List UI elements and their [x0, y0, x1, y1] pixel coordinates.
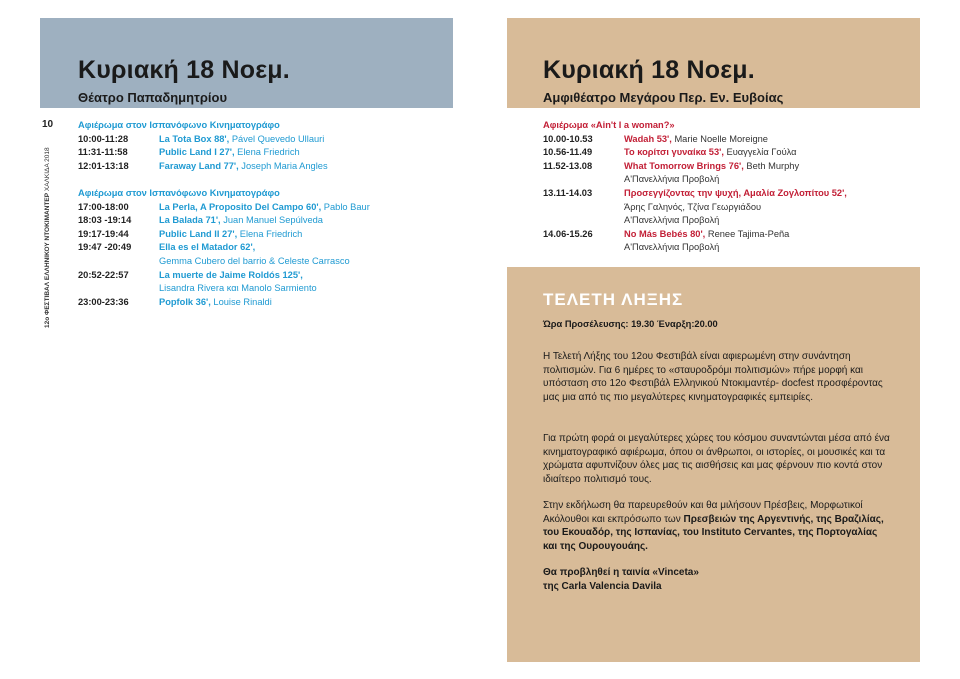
left-page-title: Κυριακή 18 Νοεμ.: [78, 56, 290, 84]
section-heading: Αφιέρωμα στον Ισπανόφωνο Κινηματογράφο: [78, 120, 280, 130]
schedule-row: 19:47 -20:49 Ella es el Matador 62',: [78, 242, 256, 253]
schedule-row: Άρης Γαληνός, Τζίνα Γεωργιάδου: [624, 201, 762, 212]
right-venue: Αμφιθέατρο Μεγάρου Περ. Εν. Ευβοίας: [543, 90, 784, 105]
schedule-row: Gemma Cubero del barrio & Celeste Carrasco: [159, 255, 350, 266]
schedule-row: 20:52-22:57 La muerte de Jaime Roldós 125',: [78, 269, 303, 280]
side-festival-text: 12ο ΦΕΣΤΙΒΑΛ ΕΛΛΗΝΙΚΟΥ ΝΤΟΚΙΜΑΝΤΕΡ ΧΑΛΚΙΔΑ 2018: [44, 147, 51, 328]
left-venue: Θέατρο Παπαδημητρίου: [78, 90, 228, 105]
schedule-row: 19:17-19:44 Public Land II 27', Elena Friedrich: [78, 228, 303, 239]
schedule-row: 18:03 -19:14 La Balada 71', Juan Manuel Sepúlveda: [78, 215, 323, 226]
left-schedule-2: [78, 187, 370, 309]
schedule-row: Α'Πανελλήνια Προβολή: [624, 215, 720, 226]
closing-paragraph-2: Για πρώτη φορά οι μεγαλύτερες χώρες του κόσμου συναντώνται μέσα από ένα κινηματογραφικό αφιέρωμα, όπου οι άνθρωποι, οι ιστορίες, οι μουσικές και τα χρώματα αφυπνίζουν όλες μας τις αισθήσεις και μας φέρνουν πιο κοντά στον ιδιαίτερο πολιτισμό τους.: [543, 433, 890, 485]
schedule-row: 12:01-13:18 Faraway Land 77', Joseph Maria Angles: [78, 160, 328, 171]
closing-time-line: Ώρα Προσέλευσης: 19.30 Έναρξη:20.00: [543, 319, 718, 329]
closing-paragraph-4: Θα προβληθεί η ταινία «Vinceta» της Carla Valencia Davila: [543, 567, 699, 592]
schedule-row: 11.52-13.08 What Tomorrow Brings 76', Beth Murphy: [543, 160, 800, 171]
schedule-row: 17:00-18:00 La Perla, A Proposito Del Campo 60', Pablo Baur: [78, 201, 370, 212]
right-page-header: [507, 18, 920, 108]
schedule-row: 23:00-23:36 Popfolk 36', Louise Rinaldi: [78, 296, 272, 307]
schedule-row: 10:00-11:28 La Tota Box 88', Pável Quevedo Ullauri: [78, 133, 325, 144]
section-heading: Αφιέρωμα «Ain't I a woman?»: [543, 120, 675, 130]
schedule-row: Α'Πανελλήνια Προβολή: [624, 174, 720, 185]
right-page-title: Κυριακή 18 Νοεμ.: [543, 56, 755, 84]
section-heading: Αφιέρωμα στον Ισπανόφωνο Κινηματογράφο: [78, 188, 280, 198]
schedule-row: Lisandra Rivera και Manolo Sarmiento: [159, 283, 317, 294]
page-number: 10: [42, 119, 54, 130]
schedule-row: 14.06-15.26 No Más Bebés 80', Renee Tajima-Peña: [543, 228, 790, 239]
schedule-row: 13.11-14.03 Προσεγγίζοντας την ψυχή, Αμαλία Ζογλοπίτου 52',: [543, 187, 847, 198]
schedule-row: 11:31-11:58 Public Land I 27', Elena Friedrich: [78, 147, 300, 158]
closing-ceremony-title: ΤΕΛΕΤΗ ΛΗΞΗΣ: [543, 290, 684, 309]
left-page-header: [40, 18, 453, 108]
schedule-row: 10.56-11.49 Το κορίτσι γυναίκα 53', Ευαγγελία Γούλα: [543, 147, 797, 158]
schedule-row: Α'Πανελλήνια Προβολή: [624, 242, 720, 253]
closing-paragraph-3: Στην εκδήλωση θα παρευρεθούν και θα μιλήσουν Πρέσβεις, Μορφωτικοί Ακόλουθοι και εκπρόσωπο των Πρεσβειών της Αργεντινής, της Βραζιλίας, του Εκουαδόρ, της Ισπανίας, του Instituto Cervantes, της Πορτογαλίας και της Ουρουγουάης.: [543, 500, 884, 552]
closing-paragraph-1: Η Τελετή Λήξης του 12ου Φεστιβάλ είναι αφιερωμένη στην συνάντηση πολιτισμών. Για 6 ημέρες το «σταυροδρόμι πολιτισμών» πήρε μορφή και υπόσταση στο 12ο Φεστιβάλ Ελληνικού Ντοκιμαντέρ- docfest προσφέροντας μας μια από τις πιο μεγαλύτερες κινηματογραφικές εμπειρίες.: [543, 351, 883, 403]
right-schedule: [543, 119, 847, 255]
schedule-row: 10.00-10.53 Wadah 53', Marie Noelle Moreigne: [543, 133, 768, 144]
left-schedule-1: [78, 119, 328, 173]
